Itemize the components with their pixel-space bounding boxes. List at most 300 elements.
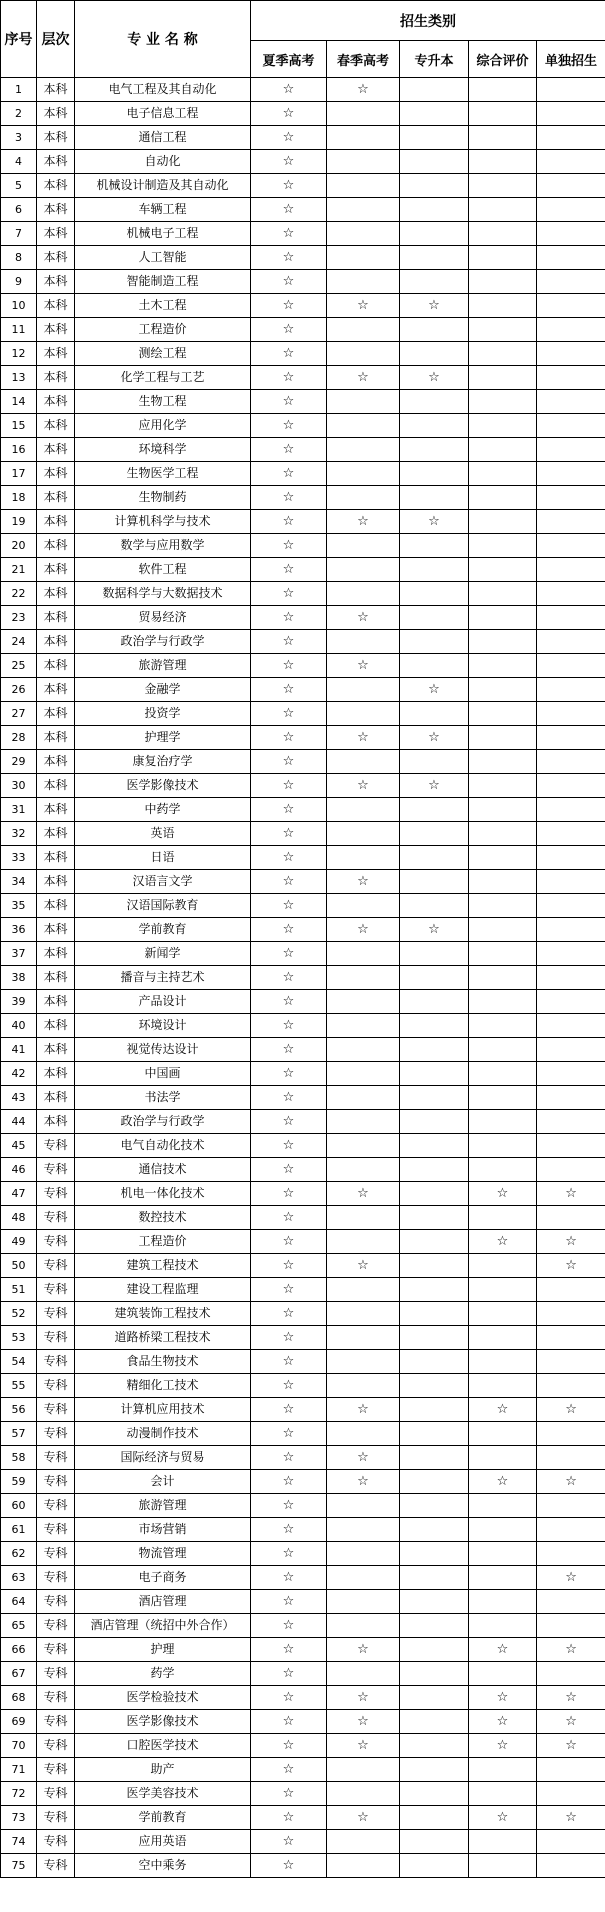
row-index: 36	[1, 918, 37, 942]
star-icon: ☆	[496, 1402, 509, 1417]
cell-independent	[537, 126, 605, 150]
row-major: 旅游管理	[75, 1494, 251, 1518]
row-major: 生物医学工程	[75, 462, 251, 486]
cell-summer-exam	[251, 1086, 327, 1110]
cell-upgrade	[400, 678, 469, 702]
star-icon: ☆	[282, 490, 295, 505]
star-icon: ☆	[282, 730, 295, 745]
header-level: 层次	[37, 1, 75, 78]
cell-spring-exam	[327, 894, 400, 918]
star-icon: ☆	[282, 1066, 295, 1081]
cell-spring-exam	[327, 1134, 400, 1158]
cell-spring-exam	[327, 414, 400, 438]
header-summer-exam: 夏季高考	[251, 41, 327, 78]
cell-summer-exam	[251, 1326, 327, 1350]
row-major: 政治学与行政学	[75, 630, 251, 654]
row-index: 66	[1, 1638, 37, 1662]
star-icon: ☆	[282, 106, 295, 121]
cell-upgrade	[400, 1854, 469, 1878]
cell-independent	[537, 1542, 605, 1566]
cell-summer-exam	[251, 198, 327, 222]
star-icon: ☆	[357, 82, 369, 97]
cell-spring-exam	[327, 846, 400, 870]
cell-upgrade	[400, 654, 469, 678]
star-icon: ☆	[565, 1714, 577, 1729]
star-icon: ☆	[282, 1546, 295, 1561]
row-index: 46	[1, 1158, 37, 1182]
star-icon: ☆	[282, 1330, 295, 1345]
cell-upgrade	[400, 1758, 469, 1782]
cell-summer-exam	[251, 78, 327, 102]
row-index: 55	[1, 1374, 37, 1398]
star-icon: ☆	[282, 634, 295, 649]
table-row	[1, 1038, 605, 1062]
cell-comprehensive	[469, 1830, 537, 1854]
star-icon: ☆	[357, 1714, 369, 1729]
cell-comprehensive	[469, 630, 537, 654]
star-icon: ☆	[357, 1690, 369, 1705]
table-row	[1, 1806, 605, 1830]
star-icon: ☆	[496, 1738, 509, 1753]
row-major: 中药学	[75, 798, 251, 822]
cell-summer-exam	[251, 606, 327, 630]
row-index: 56	[1, 1398, 37, 1422]
cell-comprehensive	[469, 1662, 537, 1686]
cell-summer-exam	[251, 1230, 327, 1254]
cell-independent	[537, 1374, 605, 1398]
cell-comprehensive	[469, 774, 537, 798]
cell-independent	[537, 1254, 605, 1278]
cell-upgrade	[400, 1398, 469, 1422]
cell-spring-exam	[327, 1542, 400, 1566]
cell-summer-exam	[251, 1494, 327, 1518]
star-icon: ☆	[282, 1090, 295, 1105]
table-row	[1, 1278, 605, 1302]
row-level: 专科	[37, 1542, 75, 1566]
row-major: 动漫制作技术	[75, 1422, 251, 1446]
star-icon: ☆	[282, 1762, 295, 1777]
star-icon: ☆	[282, 946, 295, 961]
star-icon: ☆	[428, 370, 440, 385]
cell-summer-exam	[251, 1254, 327, 1278]
cell-spring-exam	[327, 342, 400, 366]
table-row	[1, 870, 605, 894]
cell-summer-exam	[251, 1110, 327, 1134]
table-row	[1, 198, 605, 222]
row-index: 20	[1, 534, 37, 558]
cell-independent	[537, 1182, 605, 1206]
cell-spring-exam	[327, 1590, 400, 1614]
cell-spring-exam	[327, 102, 400, 126]
row-major: 环境科学	[75, 438, 251, 462]
star-icon: ☆	[282, 1282, 295, 1297]
cell-comprehensive	[469, 102, 537, 126]
cell-summer-exam	[251, 654, 327, 678]
table-row	[1, 1230, 605, 1254]
cell-comprehensive	[469, 894, 537, 918]
table-row	[1, 1398, 605, 1422]
cell-comprehensive	[469, 654, 537, 678]
table-row	[1, 1854, 605, 1878]
cell-summer-exam	[251, 486, 327, 510]
cell-summer-exam	[251, 510, 327, 534]
cell-summer-exam	[251, 1614, 327, 1638]
cell-comprehensive	[469, 198, 537, 222]
row-major: 机械设计制造及其自动化	[75, 174, 251, 198]
star-icon: ☆	[282, 1114, 295, 1129]
cell-independent	[537, 1470, 605, 1494]
row-level: 专科	[37, 1302, 75, 1326]
cell-upgrade	[400, 726, 469, 750]
cell-summer-exam	[251, 798, 327, 822]
row-level: 本科	[37, 654, 75, 678]
cell-upgrade	[400, 1086, 469, 1110]
star-icon: ☆	[565, 1690, 577, 1705]
star-icon: ☆	[282, 1426, 295, 1441]
row-level: 本科	[37, 78, 75, 102]
cell-comprehensive	[469, 1254, 537, 1278]
row-major: 投资学	[75, 702, 251, 726]
cell-independent	[537, 1854, 605, 1878]
row-index: 57	[1, 1422, 37, 1446]
table-row	[1, 1350, 605, 1374]
table-row	[1, 582, 605, 606]
row-level: 专科	[37, 1230, 75, 1254]
table-row	[1, 1758, 605, 1782]
row-major: 通信技术	[75, 1158, 251, 1182]
cell-independent	[537, 1446, 605, 1470]
star-icon: ☆	[282, 1786, 295, 1801]
row-level: 专科	[37, 1326, 75, 1350]
row-major: 建筑装饰工程技术	[75, 1302, 251, 1326]
cell-comprehensive	[469, 582, 537, 606]
table-row	[1, 558, 605, 582]
row-level: 本科	[37, 414, 75, 438]
cell-comprehensive	[469, 1806, 537, 1830]
row-major: 会计	[75, 1470, 251, 1494]
star-icon: ☆	[282, 1306, 295, 1321]
cell-spring-exam	[327, 222, 400, 246]
cell-spring-exam	[327, 318, 400, 342]
star-icon: ☆	[282, 1618, 295, 1633]
row-index: 51	[1, 1278, 37, 1302]
cell-independent	[537, 270, 605, 294]
row-index: 34	[1, 870, 37, 894]
table-row	[1, 414, 605, 438]
row-level: 本科	[37, 702, 75, 726]
cell-comprehensive	[469, 1446, 537, 1470]
row-level: 专科	[37, 1494, 75, 1518]
cell-independent	[537, 846, 605, 870]
table-row	[1, 294, 605, 318]
cell-comprehensive	[469, 1470, 537, 1494]
row-level: 本科	[37, 822, 75, 846]
cell-comprehensive	[469, 1854, 537, 1878]
row-index: 40	[1, 1014, 37, 1038]
cell-summer-exam	[251, 1758, 327, 1782]
row-major: 新闻学	[75, 942, 251, 966]
cell-comprehensive	[469, 294, 537, 318]
star-icon: ☆	[282, 994, 295, 1009]
table-row	[1, 534, 605, 558]
table-row	[1, 174, 605, 198]
cell-upgrade	[400, 1830, 469, 1854]
cell-spring-exam	[327, 606, 400, 630]
cell-independent	[537, 678, 605, 702]
cell-spring-exam	[327, 1494, 400, 1518]
star-icon: ☆	[565, 1474, 577, 1489]
star-icon: ☆	[282, 1522, 295, 1537]
cell-comprehensive	[469, 558, 537, 582]
cell-summer-exam	[251, 438, 327, 462]
cell-comprehensive	[469, 462, 537, 486]
table-row	[1, 1686, 605, 1710]
cell-upgrade	[400, 942, 469, 966]
cell-independent	[537, 606, 605, 630]
star-icon: ☆	[428, 514, 440, 529]
row-major: 口腔医学技术	[75, 1734, 251, 1758]
row-major: 测绘工程	[75, 342, 251, 366]
row-index: 33	[1, 846, 37, 870]
cell-upgrade	[400, 342, 469, 366]
cell-upgrade	[400, 534, 469, 558]
cell-independent	[537, 1014, 605, 1038]
row-major: 酒店管理（统招中外合作）	[75, 1614, 251, 1638]
row-index: 18	[1, 486, 37, 510]
row-level: 本科	[37, 534, 75, 558]
cell-spring-exam	[327, 1614, 400, 1638]
row-index: 27	[1, 702, 37, 726]
row-major: 道路桥梁工程技术	[75, 1326, 251, 1350]
cell-spring-exam	[327, 1518, 400, 1542]
star-icon: ☆	[282, 1234, 295, 1249]
star-icon: ☆	[565, 1738, 577, 1753]
cell-upgrade	[400, 846, 469, 870]
cell-independent	[537, 198, 605, 222]
cell-upgrade	[400, 1110, 469, 1134]
cell-comprehensive	[469, 1566, 537, 1590]
cell-independent	[537, 246, 605, 270]
cell-upgrade	[400, 1230, 469, 1254]
row-level: 专科	[37, 1518, 75, 1542]
row-major: 应用英语	[75, 1830, 251, 1854]
cell-upgrade	[400, 78, 469, 102]
row-level: 专科	[37, 1374, 75, 1398]
row-index: 6	[1, 198, 37, 222]
cell-summer-exam	[251, 822, 327, 846]
cell-upgrade	[400, 438, 469, 462]
star-icon: ☆	[282, 1570, 295, 1585]
star-icon: ☆	[282, 826, 295, 841]
row-major: 生物制药	[75, 486, 251, 510]
table-row	[1, 270, 605, 294]
cell-comprehensive	[469, 918, 537, 942]
table-row	[1, 1590, 605, 1614]
cell-independent	[537, 1710, 605, 1734]
cell-independent	[537, 1422, 605, 1446]
star-icon: ☆	[282, 274, 295, 289]
row-index: 50	[1, 1254, 37, 1278]
row-index: 4	[1, 150, 37, 174]
row-level: 本科	[37, 510, 75, 534]
cell-upgrade	[400, 510, 469, 534]
row-index: 1	[1, 78, 37, 102]
row-major: 产品设计	[75, 990, 251, 1014]
cell-comprehensive	[469, 342, 537, 366]
table-row	[1, 1830, 605, 1854]
cell-spring-exam	[327, 1734, 400, 1758]
cell-independent	[537, 822, 605, 846]
cell-independent	[537, 510, 605, 534]
star-icon: ☆	[282, 202, 295, 217]
star-icon: ☆	[565, 1234, 577, 1249]
cell-summer-exam	[251, 126, 327, 150]
star-icon: ☆	[282, 1474, 295, 1489]
cell-summer-exam	[251, 1542, 327, 1566]
row-level: 本科	[37, 726, 75, 750]
cell-upgrade	[400, 1806, 469, 1830]
cell-independent	[537, 1110, 605, 1134]
star-icon: ☆	[496, 1714, 509, 1729]
cell-upgrade	[400, 750, 469, 774]
cell-spring-exam	[327, 1398, 400, 1422]
cell-spring-exam	[327, 1278, 400, 1302]
cell-upgrade	[400, 222, 469, 246]
row-level: 本科	[37, 270, 75, 294]
cell-independent	[537, 102, 605, 126]
cell-summer-exam	[251, 342, 327, 366]
star-icon: ☆	[282, 1162, 295, 1177]
cell-upgrade	[400, 894, 469, 918]
cell-spring-exam	[327, 1230, 400, 1254]
cell-independent	[537, 1134, 605, 1158]
cell-upgrade	[400, 1062, 469, 1086]
star-icon: ☆	[357, 1186, 369, 1201]
cell-summer-exam	[251, 414, 327, 438]
cell-summer-exam	[251, 702, 327, 726]
row-major: 视觉传达设计	[75, 1038, 251, 1062]
row-major: 应用化学	[75, 414, 251, 438]
cell-summer-exam	[251, 1446, 327, 1470]
star-icon: ☆	[496, 1186, 509, 1201]
cell-independent	[537, 894, 605, 918]
star-icon: ☆	[357, 370, 369, 385]
cell-upgrade	[400, 990, 469, 1014]
cell-summer-exam	[251, 1566, 327, 1590]
cell-independent	[537, 774, 605, 798]
row-level: 本科	[37, 678, 75, 702]
star-icon: ☆	[282, 418, 295, 433]
star-icon: ☆	[357, 1450, 369, 1465]
table-row	[1, 366, 605, 390]
cell-comprehensive	[469, 222, 537, 246]
star-icon: ☆	[282, 1378, 295, 1393]
cell-upgrade	[400, 294, 469, 318]
cell-independent	[537, 78, 605, 102]
cell-comprehensive	[469, 1758, 537, 1782]
cell-upgrade	[400, 1638, 469, 1662]
star-icon: ☆	[282, 1498, 295, 1513]
star-icon: ☆	[282, 778, 295, 793]
cell-spring-exam	[327, 918, 400, 942]
star-icon: ☆	[282, 1042, 295, 1057]
cell-independent	[537, 966, 605, 990]
row-level: 本科	[37, 366, 75, 390]
cell-spring-exam	[327, 1014, 400, 1038]
cell-spring-exam	[327, 366, 400, 390]
row-level: 专科	[37, 1446, 75, 1470]
cell-comprehensive	[469, 1398, 537, 1422]
star-icon: ☆	[496, 1474, 509, 1489]
star-icon: ☆	[282, 394, 295, 409]
row-level: 本科	[37, 342, 75, 366]
cell-summer-exam	[251, 774, 327, 798]
row-major: 建筑工程技术	[75, 1254, 251, 1278]
row-level: 本科	[37, 750, 75, 774]
table-row	[1, 1086, 605, 1110]
cell-upgrade	[400, 966, 469, 990]
cell-summer-exam	[251, 1638, 327, 1662]
row-major: 数学与应用数学	[75, 534, 251, 558]
table-row	[1, 1734, 605, 1758]
star-icon: ☆	[357, 778, 369, 793]
cell-comprehensive	[469, 1302, 537, 1326]
star-icon: ☆	[282, 706, 295, 721]
star-icon: ☆	[282, 442, 295, 457]
row-index: 74	[1, 1830, 37, 1854]
table-row	[1, 1110, 605, 1134]
cell-independent	[537, 582, 605, 606]
star-icon: ☆	[282, 658, 295, 673]
cell-spring-exam	[327, 654, 400, 678]
table-row	[1, 222, 605, 246]
cell-spring-exam	[327, 78, 400, 102]
row-major: 数据科学与大数据技术	[75, 582, 251, 606]
cell-summer-exam	[251, 894, 327, 918]
cell-independent	[537, 1734, 605, 1758]
row-major: 通信工程	[75, 126, 251, 150]
cell-summer-exam	[251, 390, 327, 414]
cell-summer-exam	[251, 1134, 327, 1158]
cell-summer-exam	[251, 630, 327, 654]
cell-upgrade	[400, 1686, 469, 1710]
row-index: 61	[1, 1518, 37, 1542]
row-index: 22	[1, 582, 37, 606]
cell-upgrade	[400, 102, 469, 126]
cell-spring-exam	[327, 582, 400, 606]
cell-spring-exam	[327, 630, 400, 654]
cell-independent	[537, 1518, 605, 1542]
row-level: 本科	[37, 174, 75, 198]
row-level: 本科	[37, 1038, 75, 1062]
cell-comprehensive	[469, 1518, 537, 1542]
row-level: 本科	[37, 486, 75, 510]
star-icon: ☆	[496, 1642, 509, 1657]
table-row	[1, 1494, 605, 1518]
cell-upgrade	[400, 630, 469, 654]
row-index: 2	[1, 102, 37, 126]
cell-comprehensive	[469, 1182, 537, 1206]
cell-spring-exam	[327, 1758, 400, 1782]
row-index: 23	[1, 606, 37, 630]
cell-comprehensive	[469, 1542, 537, 1566]
row-level: 专科	[37, 1350, 75, 1374]
row-index: 48	[1, 1206, 37, 1230]
cell-comprehensive	[469, 1230, 537, 1254]
cell-summer-exam	[251, 1782, 327, 1806]
cell-summer-exam	[251, 174, 327, 198]
row-index: 67	[1, 1662, 37, 1686]
